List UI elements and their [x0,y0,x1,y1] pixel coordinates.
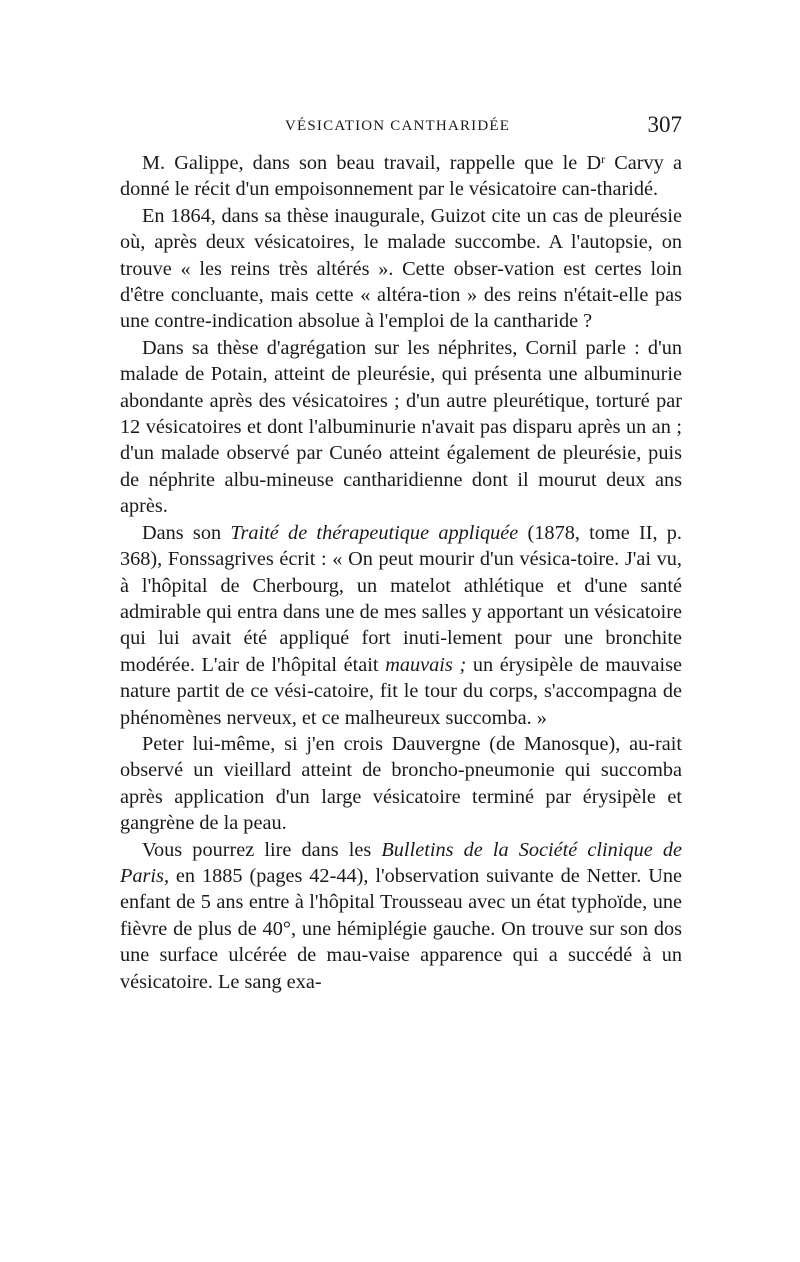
emphasis: mauvais ; [385,653,467,676]
paragraph-text: M. Galippe, dans son beau travail, rappelle que le D [142,152,602,174]
paragraph-peter: Peter lui-même, si j'en crois Dauvergne (de Manosque), au-rait observé un vieillard atteint de broncho-pneumonie qui succomba après application d'un large vésicatoire terminé par érysipèle et gangrène de la peau. [120,732,682,835]
journal-title: Bulletins de la Société clinique de Paris, [120,838,682,887]
paragraph-cornil: Dans sa thèse d'agrégation sur les néphrites, Cornil parle : d'un malade de Potain, atteint de pleurésie, qui présenta une albuminurie abondante après des vésicatoires ; d'un autre pleurétique, torturé par 12 vésicatoires et dont l'albuminurie n'avait pas disparu après un an ; d'un malade observé par Cunéo atteint également de pleurésie, puis de néphrite albu-mineuse cantharidienne dont il mourut deux ans après. [120,336,682,518]
running-title: VÉSICATION CANTHARIDÉE [285,118,511,134]
book-title: Traité de thérapeutique appliquée [230,521,519,544]
page-header [120,112,682,142]
paragraph-galippe [120,150,682,203]
paragraph-text: Vous pourrez lire dans les [142,838,382,861]
paragraph-text: en 1885 (pages 42-44), l'observation suivante de Netter. Une enfant de 5 ans entre à l'hôpital Trousseau avec un état typhoïde, une fièvre de plus de 40°, une hémiplégie gauche. On trouve sur son dos une surface ulcérée de mau-vaise apparence qui a succédé à un vésicatoire. Le sang exa- [120,864,682,993]
paragraph-text: Carvy a donné le récit d'un empoisonnement par le vésicatoire can-tharidé. [120,152,682,201]
paragraph-guizot: En 1864, dans sa thèse inaugurale, Guizot cite un cas de pleurésie où, après deux vésicatoires, le malade succombe. A l'autopsie, on trouve « les reins très altérés ». Cette obser-vation est certes loin d'être concluante, mais cette « altéra-tion » des reins n'était-elle pas une contre-indication absolue à l'emploi de la cantharide ? [120,204,682,333]
paragraph-text: un érysipèle de mauvaise nature partit de ce vési-catoire, fit le tour du corps, s'accompagna de phénomènes nerveux, et ce malheureux succomba. » [120,653,683,729]
paragraph-text: (1878, tome II, p. 368), Fonssagrives écrit : « On peut mourir d'un vésica-toire. J'ai vu, à l'hôpital de Cherbourg, un matelot athlétique et d'une santé admirable qui entra dans une de mes salles y apportant un vésicatoire qui lui avait été appliqué fort inuti-lement pour une bronchite modérée. L'air de l'hôpital était [120,521,682,676]
superscript: r [601,152,606,166]
paragraph-netter [120,837,682,995]
page-body [120,150,682,995]
paragraph-text: Dans son [142,521,231,544]
paragraph-fonssagrives [120,520,682,731]
page-number: 307 [647,112,682,137]
